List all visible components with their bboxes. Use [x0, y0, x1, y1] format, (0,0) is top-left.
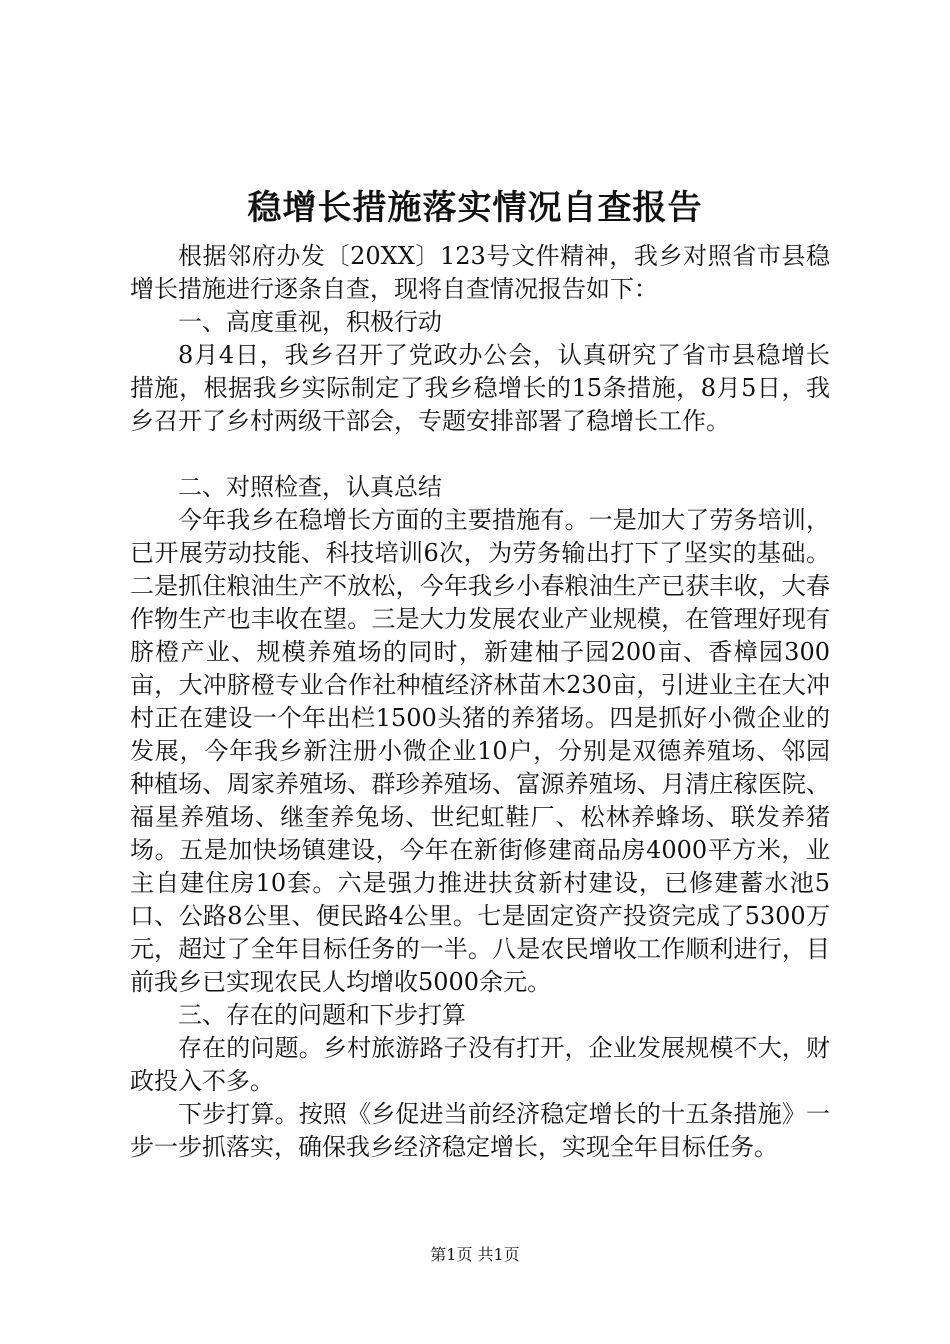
- plan-paragraph: 下步打算。按照《乡促进当前经济稳定增长的十五条措施》一步一步抓落实，确保我乡经济稳定增长，实现全年目标任务。: [130, 1100, 830, 1161]
- paragraph-spacer: [130, 438, 830, 471]
- section-3-heading: 三、存在的问题和下步打算: [178, 1001, 466, 1029]
- document-title: 稳增长措施落实情况自查报告: [247, 188, 703, 228]
- section-2-heading: 二、对照检查，认真总结: [178, 473, 442, 501]
- problems-paragraph: 存在的问题。乡村旅游路子没有打开，企业发展规模不大，财政投入不多。: [130, 1034, 830, 1095]
- intro-paragraph: 根据邻府办发〔20XX〕123号文件精神，我乡对照省市县稳增长措施进行逐条自查，现将自查情况报告如下：: [130, 242, 830, 303]
- document-body: [130, 240, 830, 1164]
- section-1-heading: 一、高度重视，积极行动: [178, 308, 442, 336]
- section-2-paragraph: 今年我乡在稳增长方面的主要措施有。一是加大了劳务培训，已开展劳动技能、科技培训6次，为劳务输出打下了坚实的基础。二是抓住粮油生产不放松，今年我乡小春粮油生产已获丰收，大春作物生产也丰收在望。三是大力发展农业产业规模，在管理好现有脐橙产业、规模养殖场的同时，新建柚子园200亩、香樟园300亩，大冲脐橙专业合作社种植经济林苗木230亩，引进业主在大冲村正在建设一个年出栏1500头猪的养猪场。四是抓好小微企业的发展，今年我乡新注册小微企业10户，分别是双德养殖场、邻园种植场、周家养殖场、群珍养殖场、富源养殖场、月清庄稼医院、福星养殖场、继奎养兔场、世纪虹鞋厂、松林养蜂场、联发养猪场。五是加快场镇建设，今年在新街修建商品房4000平方米，业主自建住房10套。六是强力推进扶贫新村建设，已修建蓄水池5口、公路8公里、便民路4公里。七是固定资产投资完成了5300万元，超过了全年目标任务的一半。八是农民增收工作顺利进行，目前我乡已实现农民人均增收5000余元。: [130, 506, 830, 996]
- page-number-footer: 第1页 共1页: [430, 1245, 520, 1264]
- section-1-paragraph: 8月4日，我乡召开了党政办公会，认真研究了省市县稳增长措施，根据我乡实际制定了我乡稳增长的15条措施，8月5日，我乡召开了乡村两级干部会，专题安排部署了稳增长工作。: [130, 341, 830, 435]
